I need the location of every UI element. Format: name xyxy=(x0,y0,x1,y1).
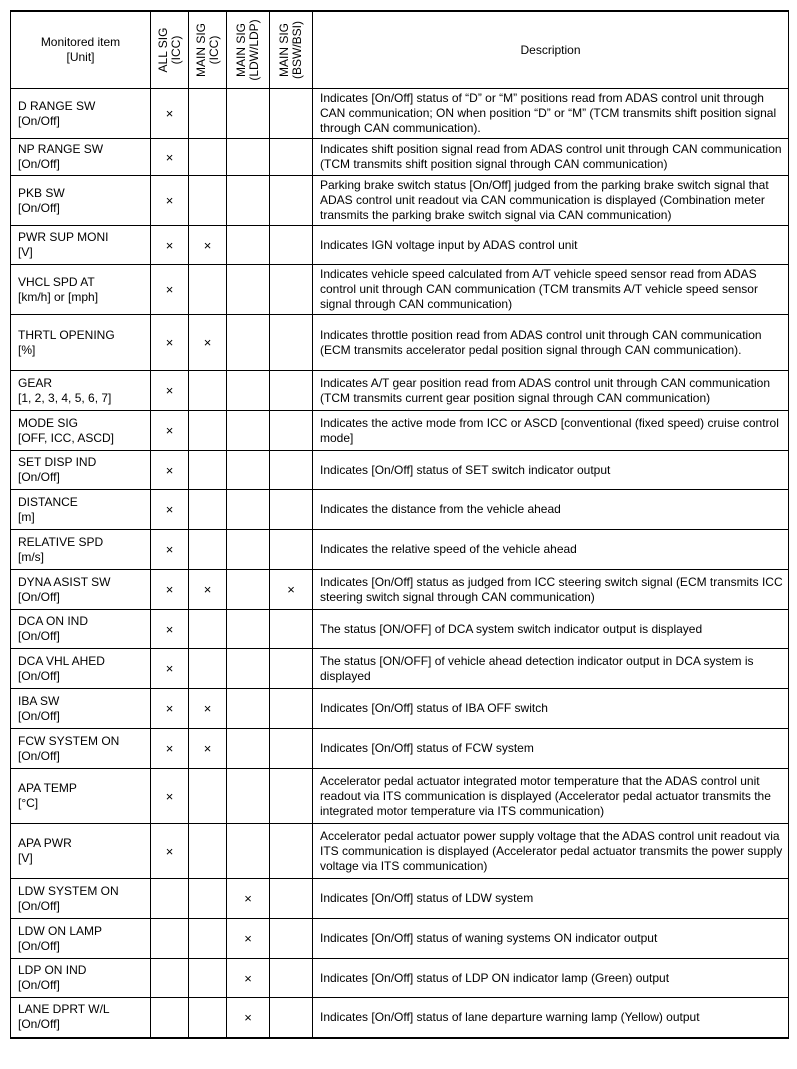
check-mark-icon: × xyxy=(244,970,252,986)
description-cell: Indicates [On/Off] status of SET switch indicator output xyxy=(313,451,789,490)
signal-mark-cell xyxy=(270,176,313,226)
item-unit: [On/Off] xyxy=(18,668,60,683)
signal-mark-cell xyxy=(270,530,313,570)
check-mark-icon: × xyxy=(165,701,174,716)
header-monitored-item xyxy=(11,11,151,89)
table-row xyxy=(11,998,789,1038)
description-cell: Indicates [On/Off] status of IBA OFF switch xyxy=(313,689,789,729)
item-unit: [OFF, ICC, ASCD] xyxy=(18,430,115,445)
signal-mark-cell xyxy=(151,89,189,139)
signal-mark-cell xyxy=(189,451,227,490)
signal-mark-cell xyxy=(189,689,227,729)
signal-mark-cell xyxy=(151,959,189,998)
description-cell: Parking brake switch status [On/Off] judged from the parking brake switch signal that ADAS control unit readout via CAN communication is displayed (Combination meter transmits the parking brake switch signal via CAN communication) xyxy=(313,176,789,226)
item-name: THRTL OPENING xyxy=(18,327,115,342)
signal-mark-cell xyxy=(227,959,270,998)
item-name: LANE DPRT W/L xyxy=(18,1002,110,1017)
header-item-label: Monitored item xyxy=(40,35,121,49)
description-cell: Indicates A/T gear position read from ADAS control unit through CAN communication (TCM transmits current gear position signal through CAN communication) xyxy=(313,371,789,411)
item-name: LDW SYSTEM ON xyxy=(18,883,119,898)
description-cell: Indicates vehicle speed calculated from A/T vehicle speed sensor read from ADAS control unit through CAN communication (TCM transmits A/T vehicle speed sensor signal through CAN communication) xyxy=(313,265,789,315)
item-unit: [On/Off] xyxy=(18,157,60,171)
item-unit: [%] xyxy=(18,342,36,357)
description-cell: Accelerator pedal actuator integrated motor temperature that the ADAS control unit readout via ITS communication is displayed (Accelerator pedal actuator transmits the integrated motor temperature via ITS communication) xyxy=(313,769,789,824)
table-row xyxy=(11,371,789,411)
item-unit: [On/Off] xyxy=(18,200,60,215)
signal-mark-cell xyxy=(151,451,189,490)
item-name: NP RANGE SW xyxy=(18,142,104,156)
description-cell: The status [ON/OFF] of DCA system switch indicator output is displayed xyxy=(313,610,789,649)
signal-mark-cell xyxy=(227,998,270,1038)
signal-mark-cell xyxy=(189,824,227,879)
item-name: IBA SW xyxy=(18,693,60,708)
header-col4-line1: MAIN SIG xyxy=(277,22,291,78)
table-body xyxy=(11,89,789,1038)
description-cell: Indicates [On/Off] status of “D” or “M” positions read from ADAS control unit through CAN communication; ON when position “D” or “M” (TCM transmits shift position signal through CAN communication). xyxy=(313,89,789,139)
signal-mark-cell xyxy=(151,879,189,919)
table-row xyxy=(11,824,789,879)
monitored-item-cell xyxy=(11,729,151,769)
monitored-item-cell xyxy=(11,959,151,998)
item-name: MODE SIG xyxy=(18,415,79,430)
signal-mark-cell xyxy=(189,649,227,689)
check-mark-icon: × xyxy=(244,1009,252,1025)
table-row xyxy=(11,530,789,570)
signal-mark-cell xyxy=(270,649,313,689)
signal-mark-cell xyxy=(151,729,189,769)
check-mark-icon: × xyxy=(165,149,174,165)
check-mark-icon: × xyxy=(244,891,252,906)
check-mark-icon: × xyxy=(165,788,174,804)
item-name: APA TEMP xyxy=(18,781,77,795)
header-col4-line2: (BSW/BSI) xyxy=(290,20,304,80)
check-mark-icon: × xyxy=(165,542,174,557)
monitored-item-cell xyxy=(11,139,151,176)
table-row xyxy=(11,139,789,176)
item-unit: [1, 2, 3, 4, 5, 6, 7] xyxy=(18,390,112,405)
description-cell: Indicates IGN voltage input by ADAS control unit xyxy=(313,226,789,265)
signal-mark-cell xyxy=(227,89,270,139)
signal-mark-cell xyxy=(189,139,227,176)
signal-mark-cell xyxy=(189,315,227,371)
signal-mark-cell xyxy=(227,411,270,451)
table-row xyxy=(11,451,789,490)
description-cell: Indicates the distance from the vehicle ahead xyxy=(313,490,789,530)
monitored-item-cell xyxy=(11,89,151,139)
signal-mark-cell xyxy=(151,139,189,176)
signal-mark-cell xyxy=(151,371,189,411)
item-unit: [°C] xyxy=(18,796,39,810)
monitored-item-cell xyxy=(11,649,151,689)
item-unit: [V] xyxy=(18,851,33,865)
check-mark-icon: × xyxy=(165,383,174,398)
check-mark-icon: × xyxy=(203,741,212,756)
item-unit: [On/Off] xyxy=(18,1017,60,1032)
signal-mark-cell xyxy=(270,451,313,490)
header-item-unit: [Unit] xyxy=(66,50,95,64)
item-name: GEAR xyxy=(18,375,53,390)
check-mark-icon: × xyxy=(165,423,174,438)
check-mark-icon: × xyxy=(165,462,174,478)
item-name: DCA ON IND xyxy=(18,614,89,628)
item-name: VHCL SPD AT xyxy=(18,274,95,289)
item-name: LDP ON IND xyxy=(18,963,87,977)
item-name: D RANGE SW xyxy=(18,98,96,113)
signal-mark-cell xyxy=(270,879,313,919)
signal-mark-cell xyxy=(270,315,313,371)
signal-mark-cell xyxy=(151,998,189,1038)
description-cell: Accelerator pedal actuator power supply voltage that the ADAS control unit readout via ITS communication is displayed (Accelerator pedal actuator transmits the power supply voltage via ITS communication) xyxy=(313,824,789,879)
check-mark-icon: × xyxy=(165,502,174,517)
item-name: SET DISP IND xyxy=(18,455,97,469)
header-main-sig-icc xyxy=(189,11,227,89)
signal-mark-cell xyxy=(151,769,189,824)
monitored-item-cell xyxy=(11,689,151,729)
monitored-item-cell xyxy=(11,530,151,570)
signal-mark-cell xyxy=(189,610,227,649)
signal-mark-cell xyxy=(227,879,270,919)
item-unit: [On/Off] xyxy=(18,748,60,763)
monitored-item-cell xyxy=(11,824,151,879)
monitored-item-cell xyxy=(11,315,151,371)
signal-mark-cell xyxy=(189,959,227,998)
item-unit: [On/Off] xyxy=(18,898,60,913)
signal-mark-cell xyxy=(270,689,313,729)
item-unit: [On/Off] xyxy=(18,113,60,128)
item-name: RELATIVE SPD xyxy=(18,534,104,549)
signal-mark-cell xyxy=(227,490,270,530)
item-unit: [V] xyxy=(18,245,33,259)
signal-mark-cell xyxy=(227,371,270,411)
table-row xyxy=(11,265,789,315)
header-main-sig-ldw-ldp xyxy=(227,11,270,89)
signal-mark-cell xyxy=(189,769,227,824)
monitored-item-cell xyxy=(11,226,151,265)
signal-mark-cell xyxy=(227,570,270,610)
signal-mark-cell xyxy=(270,729,313,769)
signal-mark-cell xyxy=(151,570,189,610)
table-row xyxy=(11,490,789,530)
signal-mark-cell xyxy=(151,824,189,879)
signal-mark-cell xyxy=(270,919,313,959)
item-name: LDW ON LAMP xyxy=(18,923,103,938)
item-unit: [m] xyxy=(18,509,35,524)
table-row xyxy=(11,649,789,689)
signal-mark-cell xyxy=(189,490,227,530)
signal-mark-cell xyxy=(151,411,189,451)
monitor-table-container xyxy=(10,10,788,1039)
description-cell: The status [ON/OFF] of vehicle ahead detection indicator output in DCA system is displayed xyxy=(313,649,789,689)
table-row xyxy=(11,610,789,649)
signal-mark-cell xyxy=(270,824,313,879)
table-row xyxy=(11,959,789,998)
item-name: FCW SYSTEM ON xyxy=(18,733,120,748)
check-mark-icon: × xyxy=(203,701,212,716)
table-row xyxy=(11,226,789,265)
table-row xyxy=(11,729,789,769)
signal-mark-cell xyxy=(227,769,270,824)
description-cell: Indicates [On/Off] status of waning systems ON indicator output xyxy=(313,919,789,959)
item-name: DCA VHL AHED xyxy=(18,653,105,668)
signal-mark-cell xyxy=(151,176,189,226)
signal-mark-cell xyxy=(151,315,189,371)
header-col3-line2: (LDW/LDP) xyxy=(247,19,261,81)
signal-mark-cell xyxy=(227,919,270,959)
check-mark-icon: × xyxy=(165,282,174,297)
signal-mark-cell xyxy=(151,649,189,689)
signal-mark-cell xyxy=(151,919,189,959)
check-mark-icon: × xyxy=(203,335,212,350)
signal-mark-cell xyxy=(151,689,189,729)
signal-mark-cell xyxy=(227,176,270,226)
signal-mark-cell xyxy=(227,689,270,729)
item-name: PKB SW xyxy=(18,185,65,200)
table-row xyxy=(11,315,789,371)
item-unit: [On/Off] xyxy=(18,978,60,992)
description-cell: Indicates [On/Off] status of LDW system xyxy=(313,879,789,919)
description-cell: Indicates [On/Off] status as judged from ICC steering switch signal (ECM transmits ICC steering switch signal through CAN communication) xyxy=(313,570,789,610)
monitored-item-cell xyxy=(11,411,151,451)
signal-mark-cell xyxy=(151,530,189,570)
signal-mark-cell xyxy=(227,139,270,176)
monitor-item-table xyxy=(10,10,789,1039)
signal-mark-cell xyxy=(270,959,313,998)
signal-mark-cell xyxy=(270,998,313,1038)
signal-mark-cell xyxy=(227,649,270,689)
signal-mark-cell xyxy=(189,919,227,959)
signal-mark-cell xyxy=(270,411,313,451)
signal-mark-cell xyxy=(189,176,227,226)
signal-mark-cell xyxy=(189,530,227,570)
monitored-item-cell xyxy=(11,998,151,1038)
signal-mark-cell xyxy=(227,315,270,371)
monitored-item-cell xyxy=(11,769,151,824)
table-row xyxy=(11,769,789,824)
description-cell: Indicates the active mode from ICC or ASCD [conventional (fixed speed) cruise control mode] xyxy=(313,411,789,451)
signal-mark-cell xyxy=(151,265,189,315)
signal-mark-cell xyxy=(151,226,189,265)
header-all-sig-icc xyxy=(151,11,189,89)
signal-mark-cell xyxy=(227,265,270,315)
description-cell: Indicates [On/Off] status of FCW system xyxy=(313,729,789,769)
table-row xyxy=(11,919,789,959)
check-mark-icon: × xyxy=(165,106,174,121)
signal-mark-cell xyxy=(227,530,270,570)
header-col2-line2: (ICC) xyxy=(206,35,221,65)
check-mark-icon: × xyxy=(165,335,174,350)
signal-mark-cell xyxy=(189,265,227,315)
signal-mark-cell xyxy=(270,610,313,649)
signal-mark-cell xyxy=(270,265,313,315)
signal-mark-cell xyxy=(227,824,270,879)
check-mark-icon: × xyxy=(203,237,212,253)
signal-mark-cell xyxy=(151,490,189,530)
item-name: PWR SUP MONI xyxy=(18,230,109,244)
table-row xyxy=(11,89,789,139)
header-main-sig-bsw-bsi xyxy=(270,11,313,89)
item-name: APA PWR xyxy=(18,836,72,850)
item-unit: [On/Off] xyxy=(18,938,60,953)
signal-mark-cell xyxy=(270,570,313,610)
header-row xyxy=(11,11,789,89)
check-mark-icon: × xyxy=(165,237,174,253)
signal-mark-cell xyxy=(227,226,270,265)
monitored-item-cell xyxy=(11,610,151,649)
monitored-item-cell xyxy=(11,265,151,315)
description-cell: Indicates [On/Off] status of lane departure warning lamp (Yellow) output xyxy=(313,998,789,1038)
monitored-item-cell xyxy=(11,451,151,490)
table-row xyxy=(11,879,789,919)
monitored-item-cell xyxy=(11,919,151,959)
header-description: Description xyxy=(313,11,789,89)
monitored-item-cell xyxy=(11,570,151,610)
table-row xyxy=(11,411,789,451)
item-unit: [m/s] xyxy=(18,549,44,564)
signal-mark-cell xyxy=(189,226,227,265)
signal-mark-cell xyxy=(270,769,313,824)
check-mark-icon: × xyxy=(287,582,295,597)
description-cell: Indicates [On/Off] status of LDP ON indicator lamp (Green) output xyxy=(313,959,789,998)
table-row xyxy=(11,176,789,226)
signal-mark-cell xyxy=(189,998,227,1038)
check-mark-icon: × xyxy=(165,741,174,756)
item-unit: [On/Off] xyxy=(18,708,60,723)
signal-mark-cell xyxy=(189,411,227,451)
check-mark-icon: × xyxy=(165,582,174,597)
header-col2-line1: MAIN SIG xyxy=(193,22,208,78)
description-cell: Indicates the relative speed of the vehicle ahead xyxy=(313,530,789,570)
signal-mark-cell xyxy=(227,610,270,649)
signal-mark-cell xyxy=(270,226,313,265)
monitored-item-cell xyxy=(11,490,151,530)
signal-mark-cell xyxy=(270,490,313,530)
header-col3-line1: MAIN SIG xyxy=(234,23,248,78)
description-cell: Indicates throttle position read from ADAS control unit through CAN communication (ECM transmits accelerator pedal position signal through CAN communication). xyxy=(313,315,789,371)
signal-mark-cell xyxy=(227,729,270,769)
check-mark-icon: × xyxy=(165,193,174,208)
signal-mark-cell xyxy=(270,371,313,411)
table-row xyxy=(11,570,789,610)
monitored-item-cell xyxy=(11,879,151,919)
header-col1-line1: ALL SIG xyxy=(155,27,170,73)
table-row xyxy=(11,689,789,729)
item-name: DISTANCE xyxy=(18,494,78,509)
signal-mark-cell xyxy=(270,89,313,139)
signal-mark-cell xyxy=(189,89,227,139)
signal-mark-cell xyxy=(270,139,313,176)
item-unit: [On/Off] xyxy=(18,589,60,604)
signal-mark-cell xyxy=(189,371,227,411)
signal-mark-cell xyxy=(189,570,227,610)
check-mark-icon: × xyxy=(165,621,174,637)
signal-mark-cell xyxy=(189,879,227,919)
check-mark-icon: × xyxy=(165,661,174,676)
signal-mark-cell xyxy=(151,610,189,649)
signal-mark-cell xyxy=(189,729,227,769)
signal-mark-cell xyxy=(227,451,270,490)
header-col1-line2: (ICC) xyxy=(168,35,183,65)
check-mark-icon: × xyxy=(203,582,212,597)
monitored-item-cell xyxy=(11,371,151,411)
monitored-item-cell xyxy=(11,176,151,226)
check-mark-icon: × xyxy=(165,843,174,859)
item-unit: [km/h] or [mph] xyxy=(18,289,99,304)
item-unit: [On/Off] xyxy=(18,470,60,484)
item-unit: [On/Off] xyxy=(18,629,60,643)
check-mark-icon: × xyxy=(244,931,252,946)
item-name: DYNA ASIST SW xyxy=(18,574,111,589)
description-cell: Indicates shift position signal read from ADAS control unit through CAN communication (TCM transmits shift position signal through CAN communication) xyxy=(313,139,789,176)
